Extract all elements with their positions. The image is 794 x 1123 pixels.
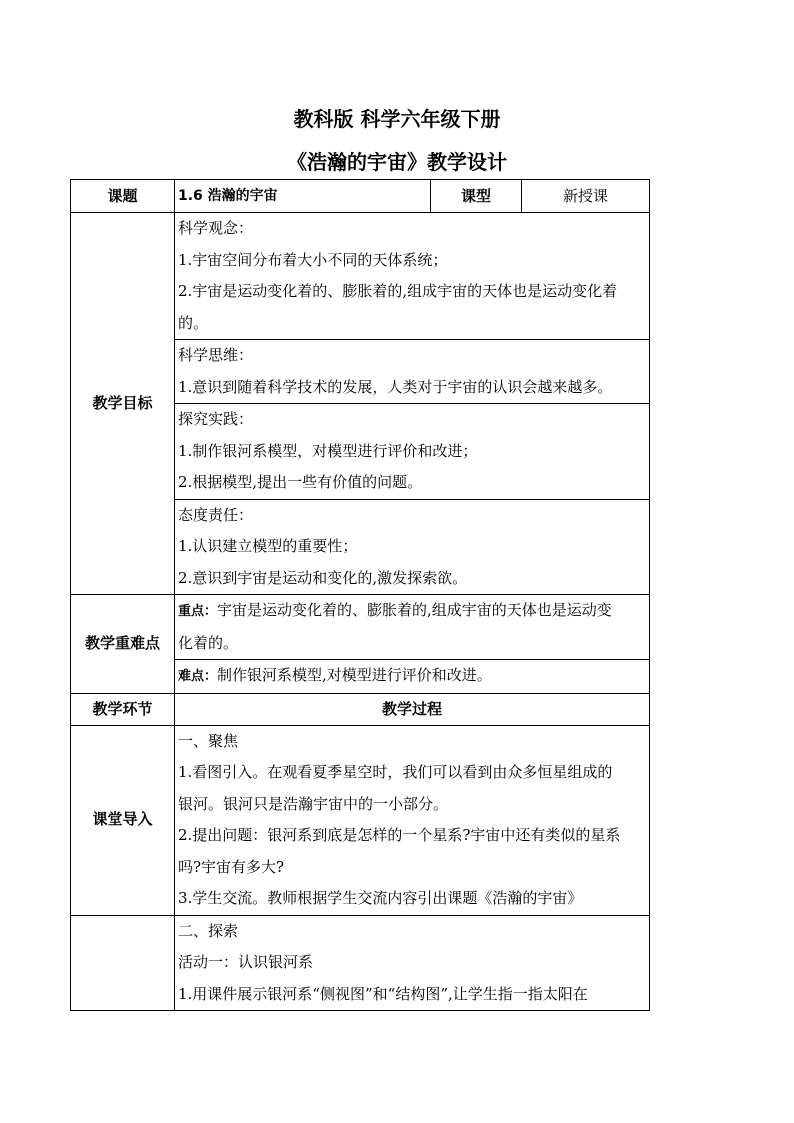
objective-group-practice <box>175 404 650 500</box>
key-point-tag: 重点： <box>178 604 218 619</box>
process-header: 教学过程 <box>175 693 650 725</box>
lesson-type-label: 课型 <box>431 180 522 213</box>
difficulty-tag: 难点： <box>178 669 218 684</box>
intro-line: 吗?宇宙有多大? <box>178 857 285 876</box>
intro-line: 2.提出问题：银河系到底是怎样的一个星系?宇宙中还有类似的星系 <box>178 826 621 844</box>
topic-row <box>71 180 650 213</box>
objective-line: 2.意识到宇宙是运动和变化的,激发探索欲。 <box>178 568 468 587</box>
objectives-label: 教学目标 <box>71 213 175 595</box>
intro-row <box>71 725 650 915</box>
key-point-text-cont: 化着的。 <box>178 633 239 652</box>
key-point-text: 宇宙是运动变化着的、膨胀着的,组成宇宙的天体也是运动变 <box>217 601 612 619</box>
intro-line: 一、聚焦 <box>178 731 239 750</box>
difficulty-cell <box>175 660 650 694</box>
explore-content <box>175 915 650 1011</box>
objective-line: 2.宇宙是运动变化着的、膨胀着的,组成宇宙的天体也是运动变化着 <box>178 282 618 300</box>
objective-heading: 科学观念： <box>178 219 254 237</box>
objectives-row-1 <box>71 213 650 340</box>
objective-line: 1.意识到随着科学技术的发展，人类对于宇宙的认识会越来越多。 <box>178 377 613 396</box>
topic-value: 1.6 浩瀚的宇宙 <box>175 180 431 213</box>
objective-group-concept <box>175 213 650 340</box>
objective-line: 1.认识建立模型的重要性； <box>178 537 358 555</box>
lesson-type-value: 新授课 <box>522 180 650 213</box>
objective-group-thinking <box>175 340 650 404</box>
objective-heading: 态度责任： <box>178 505 254 524</box>
intro-line: 银河。银河只是浩瀚宇宙中的一小部分。 <box>178 794 449 813</box>
lesson-plan-table <box>70 179 650 1011</box>
intro-label: 课堂导入 <box>71 725 175 915</box>
intro-line: 3.学生交流。教师根据学生交流内容引出课题《浩瀚的宇宙》 <box>178 889 583 907</box>
explore-line: 1.用课件展示银河系“侧视图”和“结构图”,让学生指一指太阳在 <box>178 984 588 1003</box>
objective-line: 1.宇宙空间分布着大小不同的天体系统； <box>178 250 448 269</box>
intro-content <box>175 725 650 915</box>
document-subtitle: 《浩瀚的宇宙》教学设计 <box>287 150 507 174</box>
objective-group-attitude <box>175 499 650 595</box>
objective-line: 的。 <box>178 313 209 332</box>
key-points-row-1 <box>71 595 650 660</box>
objective-line: 2.根据模型,提出一些有价值的问题。 <box>178 473 423 491</box>
objective-line: 1.制作银河系模型，对模型进行评价和改进； <box>178 441 478 460</box>
topic-label: 课题 <box>71 180 175 213</box>
explore-row <box>71 915 650 1011</box>
explore-line: 活动一：认识银河系 <box>178 953 314 971</box>
process-header-row <box>71 693 650 725</box>
key-points-label: 教学重难点 <box>71 595 175 694</box>
difficulty-text: 制作银河系模型,对模型进行评价和改进。 <box>217 666 492 684</box>
explore-line: 二、探索 <box>178 921 239 940</box>
stage-header: 教学环节 <box>71 693 175 725</box>
key-point-cell <box>175 595 650 660</box>
intro-line: 1.看图引入。在观看夏季星空时，我们可以看到由众多恒星组成的 <box>178 763 613 781</box>
document-title: 教科版 科学六年级下册 <box>293 107 501 131</box>
explore-label <box>71 915 175 1011</box>
objective-heading: 探究实践： <box>178 410 254 428</box>
objective-heading: 科学思维： <box>178 346 254 364</box>
